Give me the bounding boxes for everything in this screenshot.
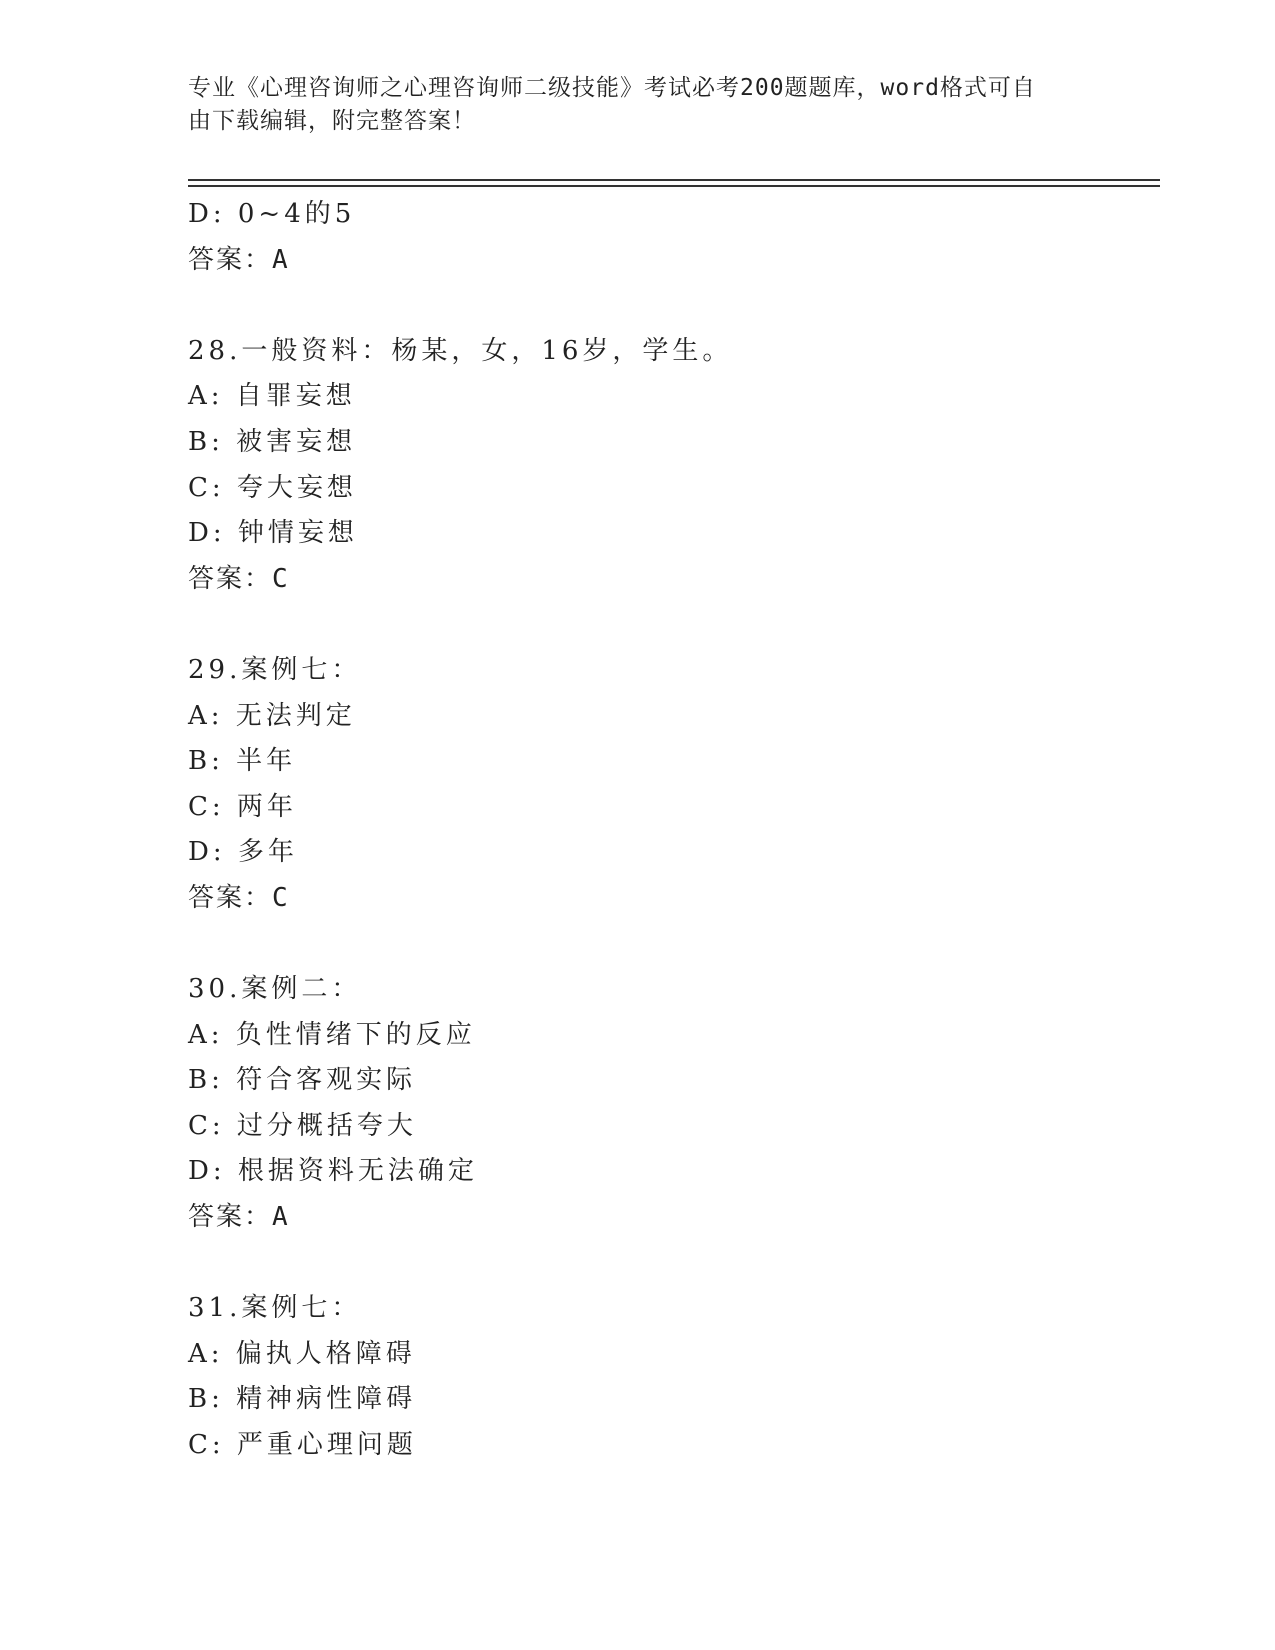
option-a: A: 自罪妄想 xyxy=(188,381,356,412)
question-stem: 29.案例七： xyxy=(188,654,362,685)
header-divider-top xyxy=(188,179,1160,181)
answer-line: 答案：A xyxy=(188,244,290,275)
question-list xyxy=(188,192,1148,1469)
spacer xyxy=(188,922,1148,968)
question-stem: 31.案例七： xyxy=(188,1293,362,1324)
header-line-2: 由下载编辑，附完整答案！ xyxy=(188,108,476,134)
option-b: B: 被害妄想 xyxy=(188,426,357,457)
option-c: C: 严重心理问题 xyxy=(188,1430,417,1461)
question-stem: 30.案例二： xyxy=(188,974,362,1005)
header-line-1: 专业《心理咨询师之心理咨询师二级技能》考试必考200题题库，word格式可自 xyxy=(188,75,1036,101)
option-b: B: 半年 xyxy=(188,746,297,777)
spacer xyxy=(188,283,1148,329)
option-c: C: 过分概括夸大 xyxy=(188,1110,417,1141)
spacer xyxy=(188,1241,1148,1287)
answer-line: 答案：A xyxy=(188,1202,290,1233)
option-a: A: 无法判定 xyxy=(188,700,356,731)
option-d: D: 多年 xyxy=(188,837,298,868)
header-divider-bottom xyxy=(188,185,1160,187)
option-c: C: 两年 xyxy=(188,791,297,822)
option-d: D: 根据资料无法确定 xyxy=(188,1156,478,1187)
option-b: B: 符合客观实际 xyxy=(188,1065,417,1096)
answer-line: 答案：C xyxy=(188,563,290,594)
option-a: A: 偏执人格障碍 xyxy=(188,1338,416,1369)
option-b: B: 精神病性障碍 xyxy=(188,1384,417,1415)
spacer xyxy=(188,602,1148,648)
document-header xyxy=(188,72,1068,138)
option-d: D: 钟情妄想 xyxy=(188,518,358,549)
option-c: C: 夸大妄想 xyxy=(188,472,357,503)
answer-line: 答案：C xyxy=(188,882,290,913)
option-a: A: 负性情绪下的反应 xyxy=(188,1019,476,1050)
question-stem: 28.一般资料：杨某，女，16岁，学生。 xyxy=(188,335,733,366)
option-d: D: 0~4的5 xyxy=(188,199,356,229)
